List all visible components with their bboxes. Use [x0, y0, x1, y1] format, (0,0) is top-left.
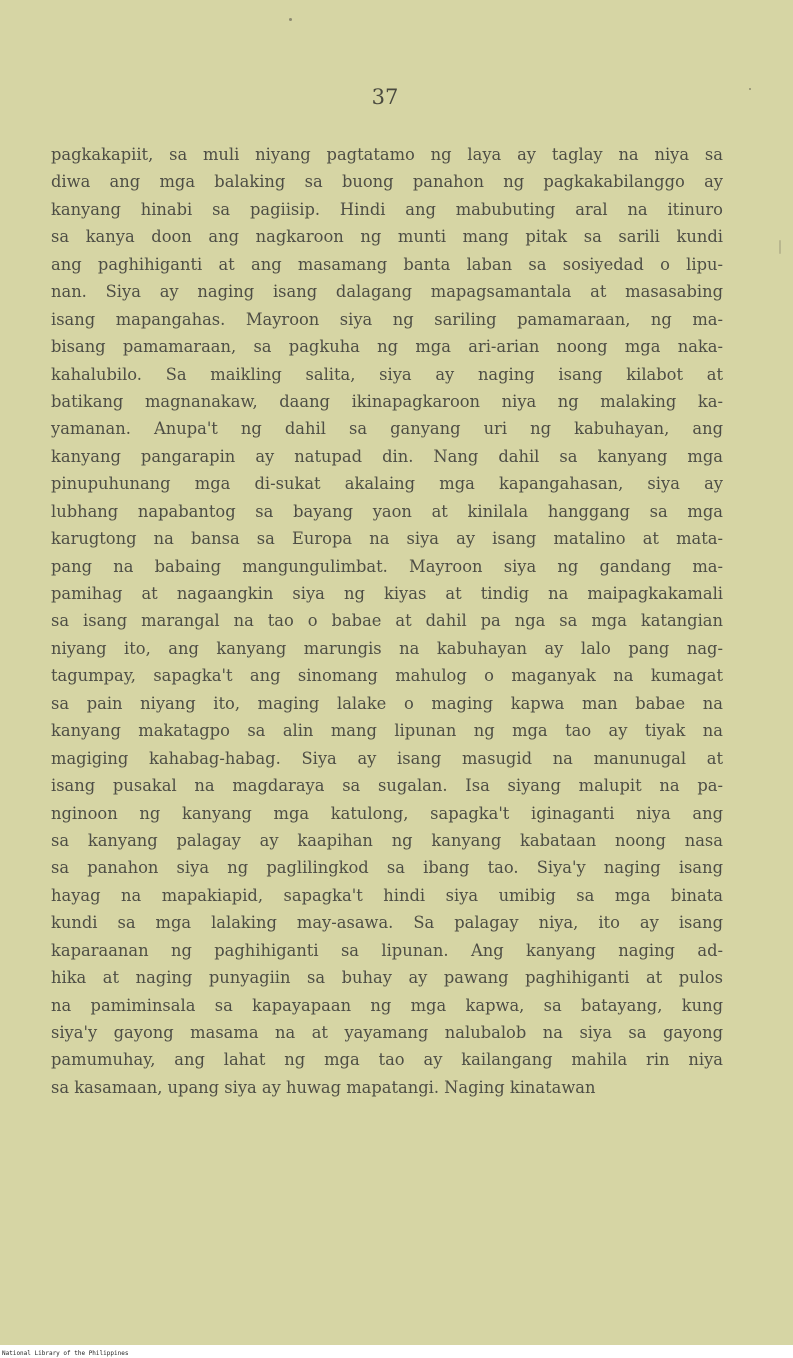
text-line: batikang magnanakaw, daang ikinapagkaroon niya ng malaking ka-	[51, 391, 723, 411]
text-line: magiging kahabag-habag. Siya ay isang masugid na manunugal at	[51, 748, 723, 768]
paper-speck	[779, 240, 781, 254]
text-line: kahalubilo. Sa maikling salita, siya ay naging isang kilabot at	[51, 364, 723, 384]
text-line: tagumpay, sapagka't ang sinomang mahulog o maganyak na kumagat	[51, 666, 723, 686]
text-line: kundi sa mga lalaking may-asawa. Sa palagay niya, ito ay isang	[51, 913, 723, 933]
text-line: pang na babaing mangungulimbat. Mayroon siya ng gandang ma-	[51, 556, 723, 576]
text-line: isang pusakal na magdaraya sa sugalan. Isa siyang malupit na pa-	[51, 776, 723, 796]
text-line: yamanan. Anupa't ng dahil sa ganyang uri ng kabuhayan, ang	[51, 419, 723, 439]
page-number: 37	[371, 85, 399, 109]
text-line: pamumuhay, ang lahat ng mga tao ay kailangang mahila rin niya	[51, 1050, 723, 1070]
text-line: nan. Siya ay naging isang dalagang mapagsamantala at masasabing	[51, 282, 723, 302]
text-line: kanyang hinabi sa pagiisip. Hindi ang mabubuting aral na itinuro	[51, 199, 723, 219]
text-line: hayag na mapakiapid, sapagka't hindi siya umibig sa mga binata	[51, 885, 723, 905]
text-line: kanyang makatagpo sa alin mang lipunan ng mga tao ay tiyak na	[51, 721, 723, 741]
text-line: kanyang pangarapin ay natupad din. Nang dahil sa kanyang mga	[51, 446, 723, 466]
text-line: lubhang napabantog sa bayang yaon at kinilala hanggang sa mga	[51, 501, 723, 521]
text-line: na pamiminsala sa kapayapaan ng mga kapwa, sa batayang, kung	[51, 995, 723, 1015]
text-line: pinupuhunang mga di-sukat akalaing mga kapangahasan, siya ay	[51, 474, 723, 494]
text-line: siya'y gayong masama na at yayamang nalubalob na siya sa gayong	[51, 1023, 723, 1042]
text-line: isang mapangahas. Mayroon siya ng sariling pamamaraan, ng ma-	[51, 309, 723, 329]
text-line: hika at naging punyagiin sa buhay ay pawang paghihiganti at pulos	[51, 968, 723, 988]
text-line: sa pain niyang ito, maging lalake o maging kapwa man babae na	[51, 693, 723, 713]
text-line: kaparaanan ng paghihiganti sa lipunan. Ang kanyang naging ad-	[51, 940, 723, 960]
body-text	[51, 141, 723, 1101]
text-line: sa isang marangal na tao o babae at dahil pa nga sa mga katangian	[51, 611, 723, 631]
text-line: karugtong na bansa sa Europa na siya ay isang matalino at mata-	[51, 529, 723, 549]
text-line: pamihag at nagaangkin siya ng kiyas at tindig na maipagkakamali	[51, 584, 723, 603]
text-line: pagkakapiit, sa muli niyang pagtatamo ng laya ay taglay na niya sa	[51, 145, 723, 164]
text-line: sa kanyang palagay ay kaapihan ng kanyang kabataan noong nasa	[51, 830, 723, 850]
text-line: diwa ang mga balaking sa buong panahon ng pagkakabilanggo ay	[51, 172, 723, 192]
text-line: nginoon ng kanyang mga katulong, sapagka't iginaganti niya ang	[51, 803, 723, 823]
library-watermark: National Library of the Philippines	[2, 1350, 129, 1357]
text-line: sa kanya doon ang nagkaroon ng munti mang pitak sa sarili kundi	[51, 227, 723, 247]
text-line: sa panahon siya ng paglilingkod sa ibang tao. Siya'y naging isang	[51, 858, 723, 878]
text-line: ang paghihiganti at ang masamang banta laban sa sosiyedad o lipu-	[51, 254, 723, 274]
text-line: sa kasamaan, upang siya ay huwag mapatangi. Naging kinatawan	[51, 1077, 596, 1097]
text-line: niyang ito, ang kanyang marungis na kabuhayan ay lalo pang nag-	[51, 638, 723, 658]
text-line: bisang pamamaraan, sa pagkuha ng mga ari-arian noong mga naka-	[51, 337, 723, 357]
paper-speck	[289, 18, 292, 21]
